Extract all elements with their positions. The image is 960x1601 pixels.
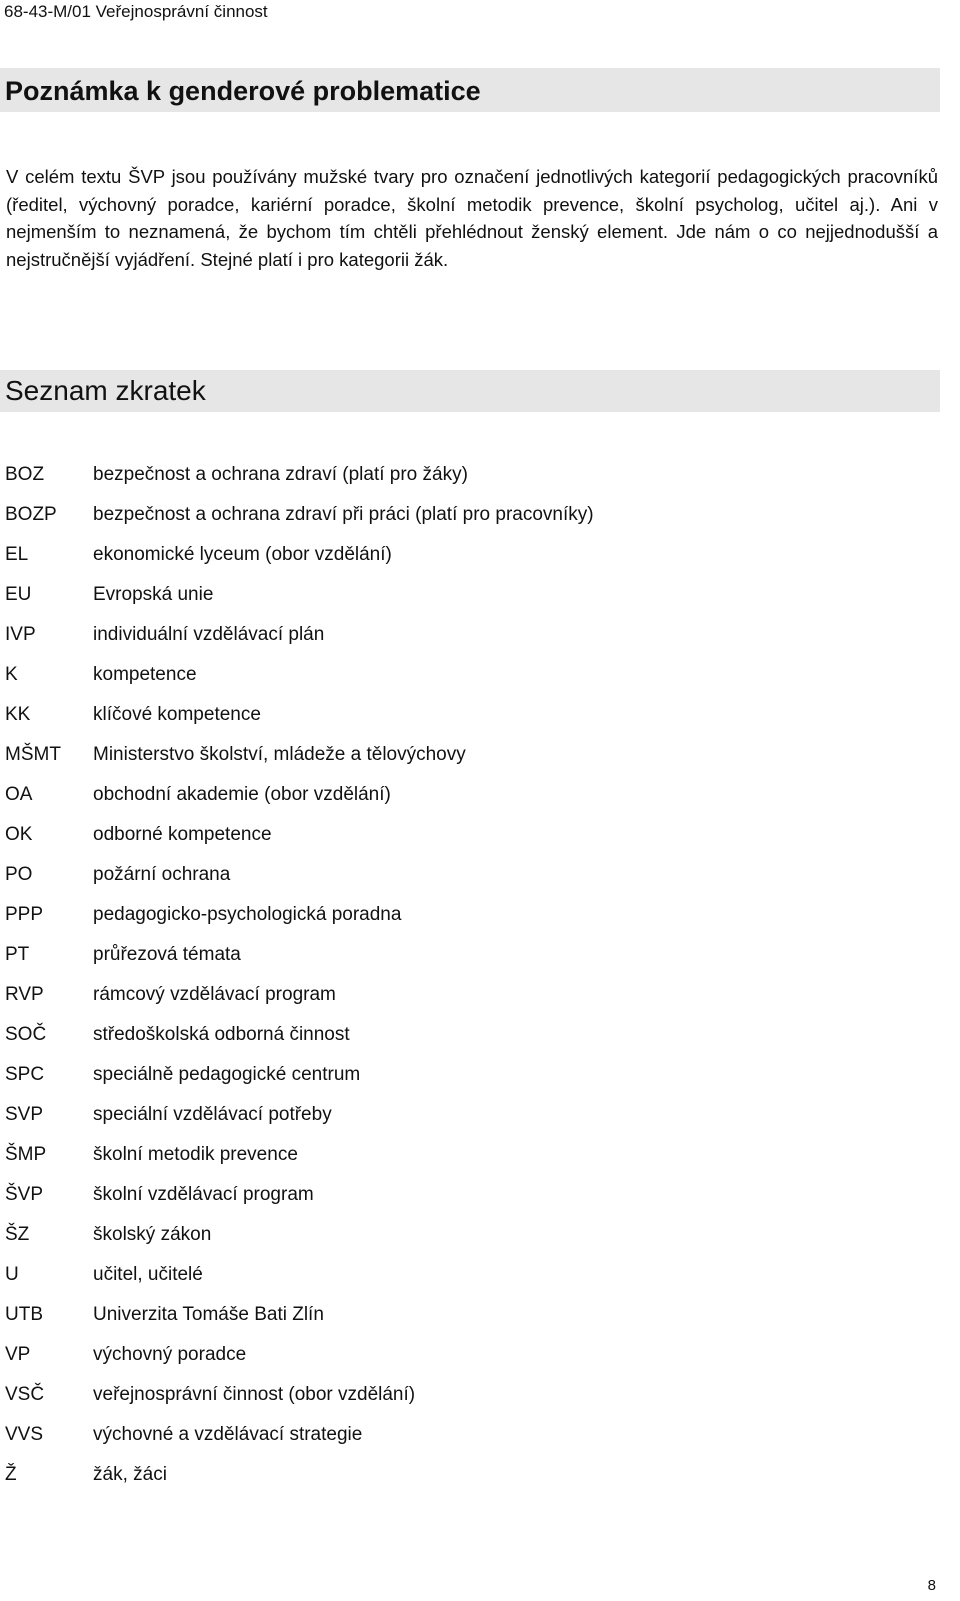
page-header: 68-43-M/01 Veřejnosprávní činnost	[4, 2, 268, 21]
abbreviation-row	[5, 1342, 594, 1382]
abbreviation-meaning: pedagogicko-psychologická poradna	[93, 904, 402, 925]
abbreviation-meaning: Univerzita Tomáše Bati Zlín	[93, 1304, 324, 1325]
abbreviation-code: ŠVP	[5, 1184, 44, 1205]
abbreviation-meaning: výchovný poradce	[93, 1344, 247, 1365]
abbreviation-meaning: rámcový vzdělávací program	[93, 984, 336, 1005]
abbreviation-list	[5, 462, 594, 1502]
abbreviation-code: VP	[5, 1344, 31, 1365]
abbreviation-meaning: školní metodik prevence	[93, 1144, 298, 1165]
abbreviation-code: KK	[5, 704, 31, 725]
abbreviation-row	[5, 1102, 594, 1142]
abbreviation-code: OK	[5, 824, 33, 845]
abbreviation-row	[5, 782, 594, 822]
abbreviation-row	[5, 1302, 594, 1342]
abbreviation-code: K	[5, 664, 18, 685]
abbreviation-row	[5, 542, 594, 582]
abbreviation-meaning: žák, žáci	[93, 1464, 167, 1485]
abbreviation-row	[5, 1422, 594, 1462]
abbreviation-meaning: výchovné a vzdělávací strategie	[93, 1424, 363, 1445]
abbreviation-code: PO	[5, 864, 33, 885]
abbreviation-row	[5, 1222, 594, 1262]
abbreviation-meaning: individuální vzdělávací plán	[93, 624, 325, 645]
page-number: 8	[927, 1577, 936, 1594]
abbreviation-row	[5, 862, 594, 902]
abbreviations-title: Seznam zkratek	[5, 375, 206, 406]
abbreviation-row	[5, 1262, 594, 1302]
abbreviation-meaning: odborné kompetence	[93, 824, 272, 845]
abbreviation-code: Ž	[5, 1464, 17, 1485]
abbreviation-meaning: obchodní akademie (obor vzdělání)	[93, 784, 391, 805]
abbreviation-row	[5, 1462, 594, 1502]
abbreviation-meaning: Evropská unie	[93, 584, 214, 605]
abbreviation-meaning: klíčové kompetence	[93, 704, 261, 725]
abbreviation-code: SPC	[5, 1064, 45, 1085]
abbreviation-row	[5, 822, 594, 862]
gender-note-paragraph: V celém textu ŠVP jsou používány mužské tvary pro označení jednotlivých kategorií pedagogických pracovníků (ředitel, výchovný poradce, kariérní poradce, školní metodik prevence, školní psycholog, učitel aj.). Ani v nejmenším to neznamená, že bychom tím chtěli přehlédnout ženský element. Jde nám o co nejjednodušší a nejstručnější vyjádření. Stejné platí i pro kategorii žák.	[6, 166, 938, 270]
abbreviation-meaning: středoškolská odborná činnost	[93, 1024, 350, 1045]
abbreviation-meaning: Ministerstvo školství, mládeže a tělovýchovy	[93, 744, 466, 765]
abbreviation-meaning: bezpečnost a ochrana zdraví při práci (platí pro pracovníky)	[93, 504, 594, 525]
abbreviation-code: SOČ	[5, 1024, 47, 1045]
abbreviation-meaning: průřezová témata	[93, 944, 241, 965]
abbreviation-code: EU	[5, 584, 32, 605]
abbreviation-code: BOZ	[5, 464, 45, 485]
abbreviation-code: UTB	[5, 1304, 43, 1325]
abbreviation-row	[5, 1022, 594, 1062]
abbreviation-code: ŠMP	[5, 1144, 47, 1165]
abbreviation-code: VVS	[5, 1424, 44, 1445]
abbreviation-row	[5, 1142, 594, 1182]
gender-note-title: Poznámka k genderové problematice	[5, 76, 481, 106]
abbreviation-meaning: požární ochrana	[93, 864, 231, 885]
abbreviation-code: VSČ	[5, 1384, 45, 1405]
abbreviation-meaning: ekonomické lyceum (obor vzdělání)	[93, 544, 392, 565]
abbreviation-row	[5, 742, 594, 782]
abbreviation-code: PPP	[5, 904, 44, 925]
abbreviation-meaning: speciální vzdělávací potřeby	[93, 1104, 332, 1125]
abbreviation-row	[5, 902, 594, 942]
abbreviation-row	[5, 662, 594, 702]
abbreviation-row	[5, 502, 594, 542]
abbreviation-row	[5, 942, 594, 982]
abbreviation-row	[5, 1382, 594, 1422]
abbreviation-code: IVP	[5, 624, 36, 645]
abbreviation-code: MŠMT	[5, 744, 61, 765]
abbreviation-code: EL	[5, 544, 29, 565]
abbreviation-meaning: bezpečnost a ochrana zdraví (platí pro žáky)	[93, 464, 468, 485]
abbreviation-row	[5, 622, 594, 662]
abbreviation-row	[5, 462, 594, 502]
abbreviation-code: OA	[5, 784, 33, 805]
abbreviation-row	[5, 1182, 594, 1222]
abbreviation-meaning: kompetence	[93, 664, 197, 685]
abbreviation-code: RVP	[5, 984, 44, 1005]
abbreviation-code: ŠZ	[5, 1224, 30, 1245]
abbreviation-row	[5, 1062, 594, 1102]
abbreviation-meaning: školní vzdělávací program	[93, 1184, 314, 1205]
abbreviation-meaning: veřejnosprávní činnost (obor vzdělání)	[93, 1384, 416, 1405]
abbreviation-row	[5, 582, 594, 622]
abbreviation-code: SVP	[5, 1104, 44, 1125]
abbreviation-code: BOZP	[5, 504, 57, 525]
abbreviation-code: PT	[5, 944, 30, 965]
abbreviation-row	[5, 982, 594, 1022]
abbreviation-row	[5, 702, 594, 742]
gender-note-heading-band	[0, 68, 940, 112]
abbreviation-meaning: učitel, učitelé	[93, 1264, 203, 1285]
abbreviation-meaning: speciálně pedagogické centrum	[93, 1064, 361, 1085]
abbreviation-meaning: školský zákon	[93, 1224, 212, 1245]
abbreviations-heading-band	[0, 370, 940, 412]
abbreviation-code: U	[5, 1264, 19, 1285]
